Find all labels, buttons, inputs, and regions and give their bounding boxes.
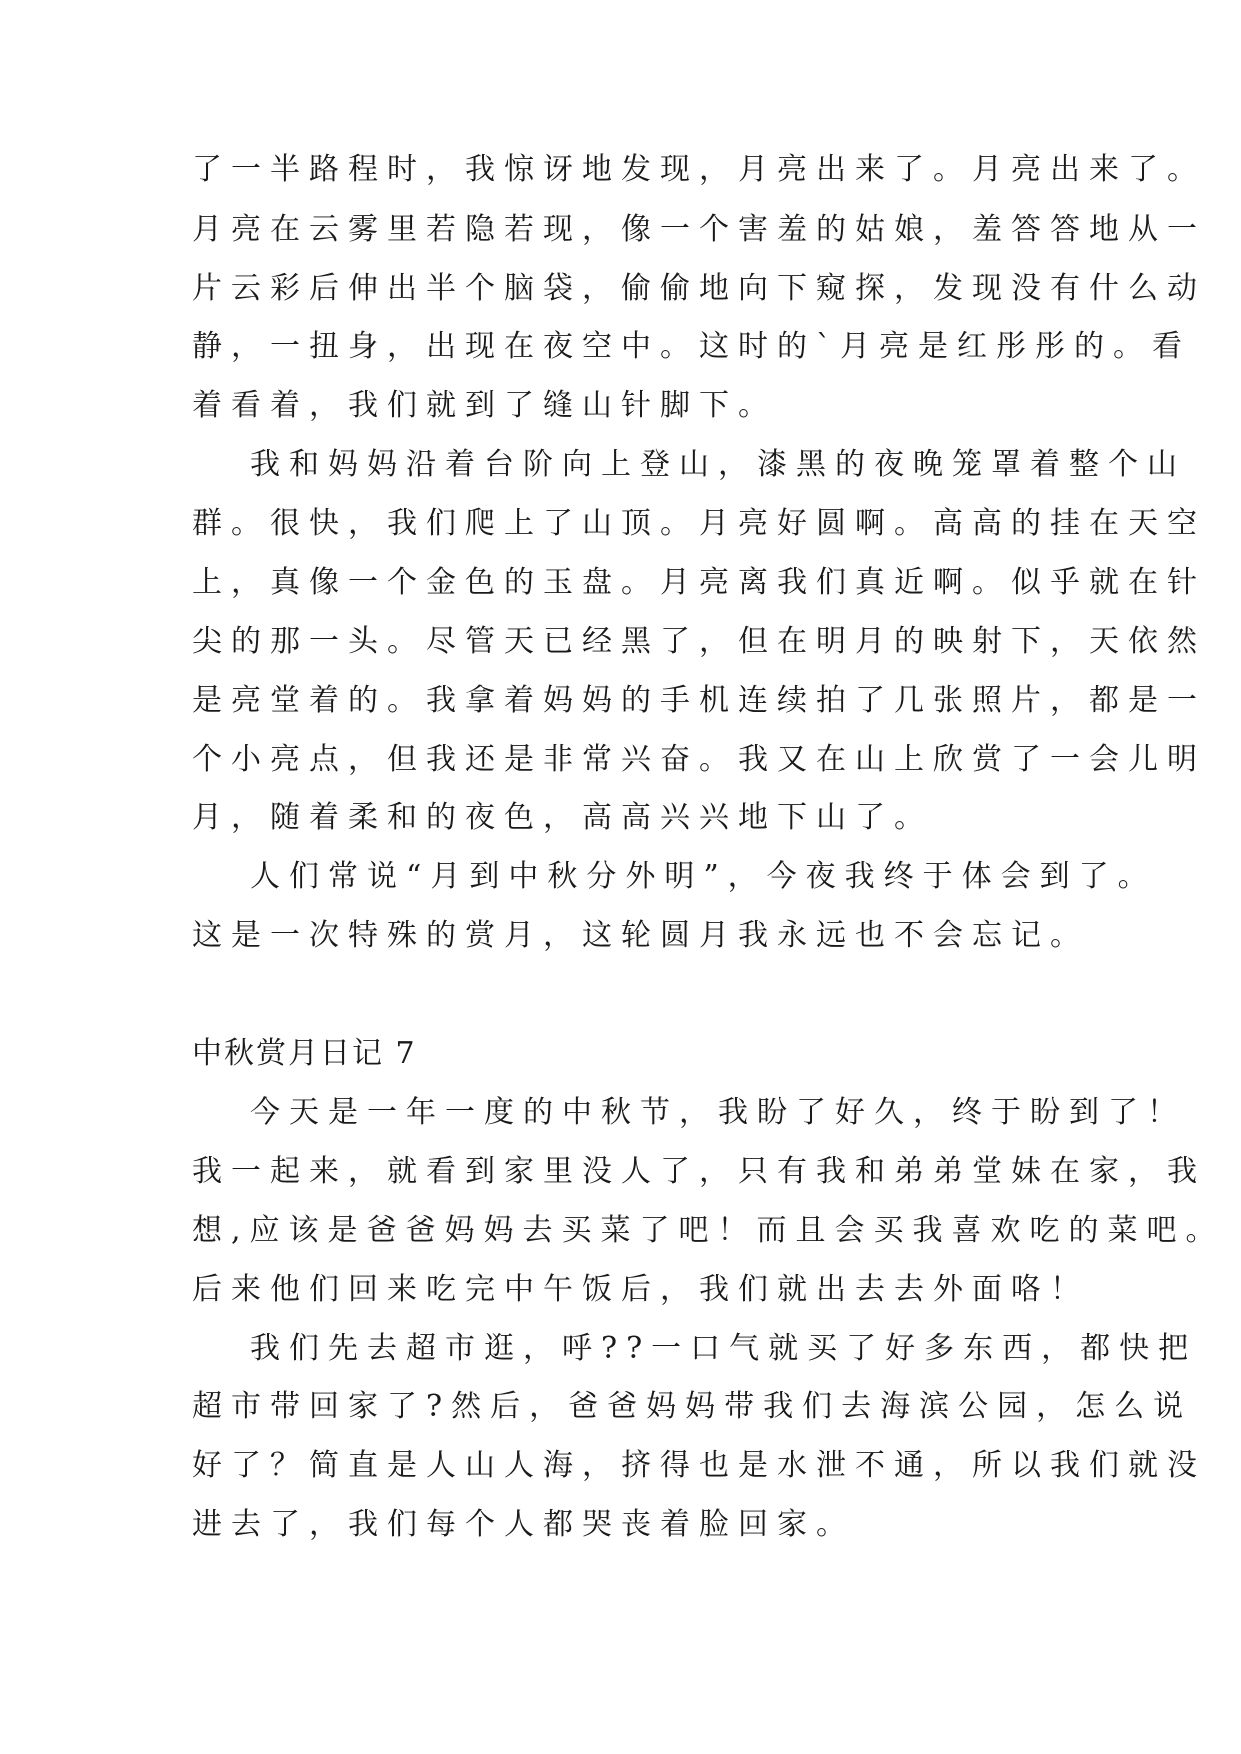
paragraph-line: 好了？简直是人山人海，挤得也是水泄不通，所以我们就没 bbox=[192, 1448, 1206, 1483]
section-title: 中秋赏月日记 7 bbox=[192, 1036, 417, 1071]
paragraph-line: 静，一扭身，出现在夜空中。这时的`月亮是红彤彤的。看 bbox=[192, 329, 1191, 364]
paragraph-line: 这是一次特殊的赏月，这轮圆月我永远也不会忘记。 bbox=[192, 918, 1089, 953]
paragraph-first-line: 今天是一年一度的中秋节，我盼了好久，终于盼到了！ bbox=[250, 1095, 1186, 1130]
paragraph-line: 群。很快，我们爬上了山顶。月亮好圆啊。高高的挂在天空 bbox=[192, 506, 1206, 541]
paragraph-line: 后来他们回来吃完中午饭后，我们就出去去外面咯！ bbox=[192, 1272, 1089, 1307]
paragraph-line: 上，真像一个金色的玉盘。月亮离我们真近啊。似乎就在针 bbox=[192, 565, 1206, 600]
paragraph-line: 进去了，我们每个人都哭丧着脸回家。 bbox=[192, 1507, 855, 1542]
paragraph-first-line: 我和妈妈沿着台阶向上登山，漆黑的夜晚笼罩着整个山 bbox=[250, 447, 1186, 482]
paragraph-line: 了一半路程时，我惊讶地发现，月亮出来了。月亮出来了。 bbox=[192, 152, 1206, 187]
paragraph-line: 想,应该是爸爸妈妈去买菜了吧！而且会买我喜欢吃的菜吧。 bbox=[192, 1213, 1225, 1248]
paragraph-line: 我一起来，就看到家里没人了，只有我和弟弟堂妹在家，我 bbox=[192, 1154, 1206, 1189]
paragraph-line: 片云彩后伸出半个脑袋，偷偷地向下窥探，发现没有什么动 bbox=[192, 271, 1206, 306]
paragraph-line: 个小亮点，但我还是非常兴奋。我又在山上欣赏了一会儿明 bbox=[192, 742, 1206, 777]
paragraph-first-line: 人们常说“月到中秋分外明”，今夜我终于体会到了。 bbox=[250, 859, 1157, 894]
paragraph-line: 月，随着柔和的夜色，高高兴兴地下山了。 bbox=[192, 800, 933, 835]
paragraph-line: 月亮在云雾里若隐若现，像一个害羞的姑娘，羞答答地从一 bbox=[192, 212, 1206, 247]
paragraph-line: 着看着，我们就到了缝山针脚下。 bbox=[192, 388, 777, 423]
paragraph-line: 超市带回家了?然后，爸爸妈妈带我们去海滨公园，怎么说 bbox=[192, 1389, 1193, 1424]
paragraph-first-line: 我们先去超市逛，呼??一口气就买了好多东西，都快把 bbox=[250, 1331, 1198, 1366]
paragraph-line: 尖的那一头。尽管天已经黑了，但在明月的映射下，天依然 bbox=[192, 624, 1206, 659]
paragraph-line: 是亮堂着的。我拿着妈妈的手机连续拍了几张照片，都是一 bbox=[192, 683, 1206, 718]
